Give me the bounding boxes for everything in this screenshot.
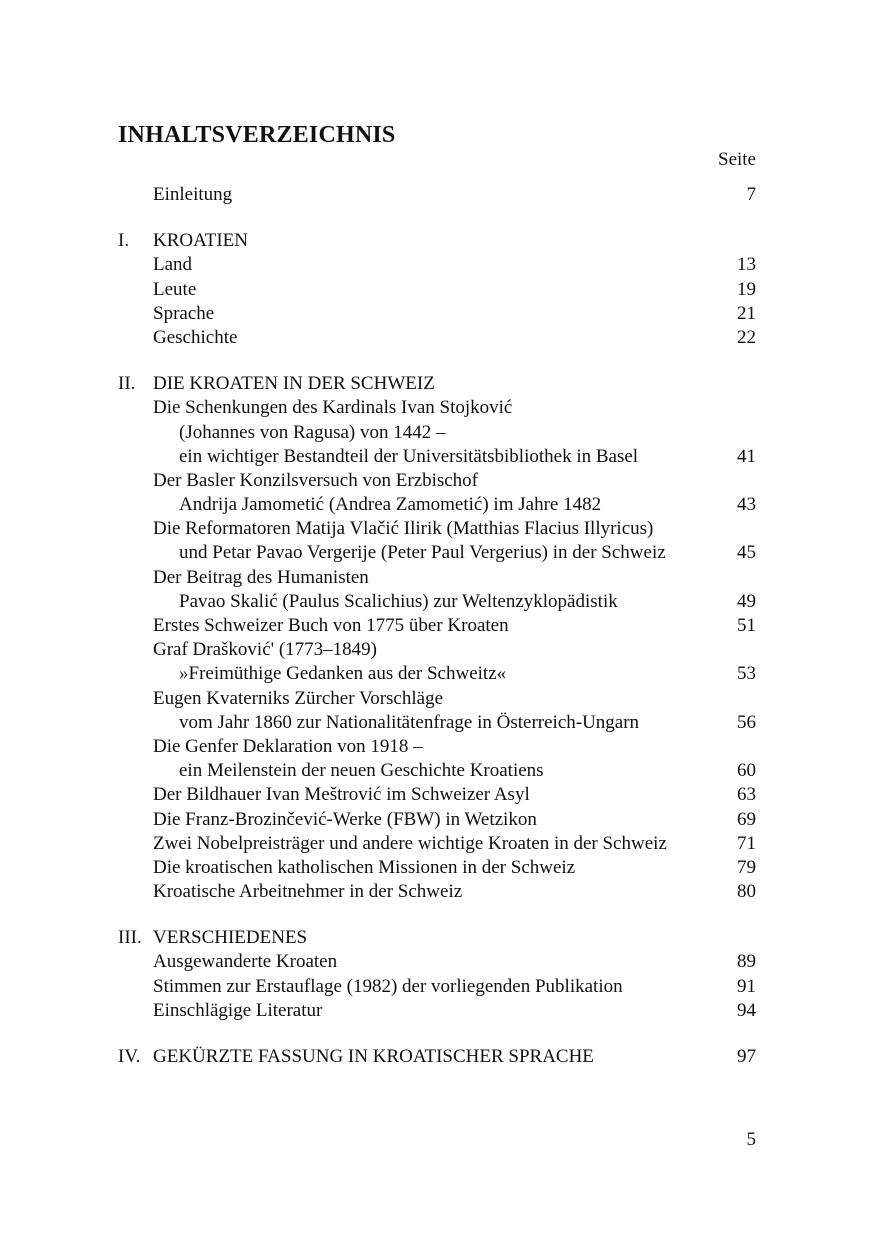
toc-entry [118,614,758,638]
page-column-label: Seite [718,149,756,170]
toc-entry-title: »Freimüthige Gedanken aus der Schweitz« [179,663,507,685]
toc-entry-title: Ausgewanderte Kroaten [153,951,338,973]
toc-page-number: 53 [737,663,756,685]
toc-entry-title: Sprache [153,302,215,324]
toc-entry [118,638,758,662]
toc-entry-title: Graf Drašković' (1773–1849) [153,639,377,661]
toc-section-number: III. [118,927,142,949]
toc-entry [118,517,758,541]
page-number: 5 [746,1129,756,1150]
toc-entry-title: GEKÜRZTE FASSUNG IN KROATISCHER SPRACHE [153,1046,594,1067]
toc-entry-title: Einschlägige Literatur [153,999,323,1021]
toc-entry-title: VERSCHIEDENES [153,927,308,949]
toc-page-number: 13 [737,254,756,276]
toc-entry-title: Die Reformatoren Matija Vlačić Ilirik (Matthias Flacius Illyricus) [153,518,654,540]
toc-entry [118,735,758,759]
toc-entry [118,975,758,999]
toc-page-number: 89 [737,951,756,973]
toc-entry-title: Die Franz-Brozinčević-Werke (FBW) in Wetzikon [153,808,537,830]
toc-entry-title: und Petar Pavao Vergerije (Peter Paul Vergerius) in der Schweiz [179,542,666,564]
toc-entry-title: Erstes Schweizer Buch von 1775 über Kroaten [153,615,509,636]
toc-entry [118,590,758,614]
toc-page-number: 21 [737,302,756,324]
toc-entry-title: Der Basler Konzilsversuch von Erzbischof [153,469,479,491]
toc-page-number: 94 [737,999,756,1021]
toc-page-number: 79 [737,856,756,878]
toc-section-number: I. [118,230,130,252]
toc-entry-title: Zwei Nobelpreisträger und andere wichtige Kroaten in der Schweiz [153,832,667,854]
toc-entry [118,1045,758,1069]
toc-entry [118,278,758,302]
toc-page-number: 69 [737,808,756,830]
section-gap [118,904,758,926]
toc-section-number: IV. [118,1046,141,1067]
toc-entry-title: vom Jahr 1860 zur Nationalitätenfrage in Österreich-Ungarn [179,711,640,733]
toc-entry [118,711,758,735]
toc-entry-title: Pavao Skalić (Paulus Scalichius) zur Weltenzyklopädistik [179,590,618,612]
toc-entry [118,493,758,517]
toc-entry [118,326,758,350]
toc-entry [118,253,758,277]
toc-entry [118,421,758,445]
toc-page-number: 22 [737,326,756,348]
toc-entry-title: ein Meilenstein der neuen Geschichte Kroatiens [179,760,544,782]
toc-page-number: 51 [737,615,756,636]
toc-entry [118,445,758,469]
toc-entry-title: Geschichte [153,326,238,348]
toc-entry-title: Die Genfer Deklaration von 1918 – [153,735,423,757]
toc-page-number: 63 [737,784,756,806]
toc-entry [118,541,758,565]
toc-page-number: 80 [737,881,756,903]
toc-entry [118,302,758,326]
toc-section-number: II. [118,373,136,395]
section-gap [118,1023,758,1045]
toc-page-number: 97 [737,1046,756,1067]
toc-entry [118,783,758,807]
toc-entry-title: ein wichtiger Bestandteil der Universitätsbibliothek in Basel [179,445,639,467]
section-gap [118,350,758,372]
toc-entry-title: Die kroatischen katholischen Missionen in der Schweiz [153,856,576,878]
toc-entry-title: Einleitung [153,184,233,205]
toc-entry [118,832,758,856]
toc-page-number: 56 [737,711,756,733]
toc-page-number: 41 [737,445,756,467]
toc-entry-title: Der Bildhauer Ivan Meštrović im Schweizer Asyl [153,784,530,806]
toc-entry-title: Die Schenkungen des Kardinals Ivan Stojković [153,397,513,419]
toc-entry-title: KROATIEN [153,230,248,252]
toc-page-number: 71 [737,832,756,854]
toc-entry-title: Eugen Kvaterniks Zürcher Vorschläge [153,687,444,709]
toc-entry-title: Stimmen zur Erstauflage (1982) der vorliegenden Publikation [153,975,623,997]
toc-entry [118,396,758,420]
page-title: INHALTSVERZEICHNIS [118,122,396,148]
toc-entry [118,662,758,686]
toc-entry [118,687,758,711]
table-of-contents [118,183,758,1069]
toc-page-number: 45 [737,542,756,564]
toc-entry-title: Land [153,254,193,276]
toc-entry [118,183,758,207]
toc-entry-title: Kroatische Arbeitnehmer in der Schweiz [153,881,463,903]
toc-entry [118,999,758,1023]
toc-entry [118,926,758,950]
toc-entry [118,856,758,880]
toc-entry-title: Andrija Jamometić (Andrea Zamometić) im Jahre 1482 [179,494,602,516]
toc-entry-title: Der Beitrag des Humanisten [153,566,369,588]
toc-entry [118,880,758,904]
toc-entry [118,808,758,832]
toc-entry [118,229,758,253]
toc-entry [118,950,758,974]
toc-entry-title: DIE KROATEN IN DER SCHWEIZ [153,373,435,395]
toc-entry [118,566,758,590]
section-gap [118,207,758,229]
toc-entry-title: (Johannes von Ragusa) von 1442 – [179,421,446,443]
toc-entry [118,469,758,493]
toc-entry [118,372,758,396]
toc-page-number: 49 [737,590,756,612]
toc-page-number: 60 [737,760,756,782]
toc-page-number: 7 [746,184,756,205]
toc-page-number: 43 [737,494,756,516]
toc-entry-title: Leute [153,278,197,300]
toc-entry [118,759,758,783]
toc-page-number: 19 [737,278,756,300]
toc-page-number: 91 [737,975,756,997]
